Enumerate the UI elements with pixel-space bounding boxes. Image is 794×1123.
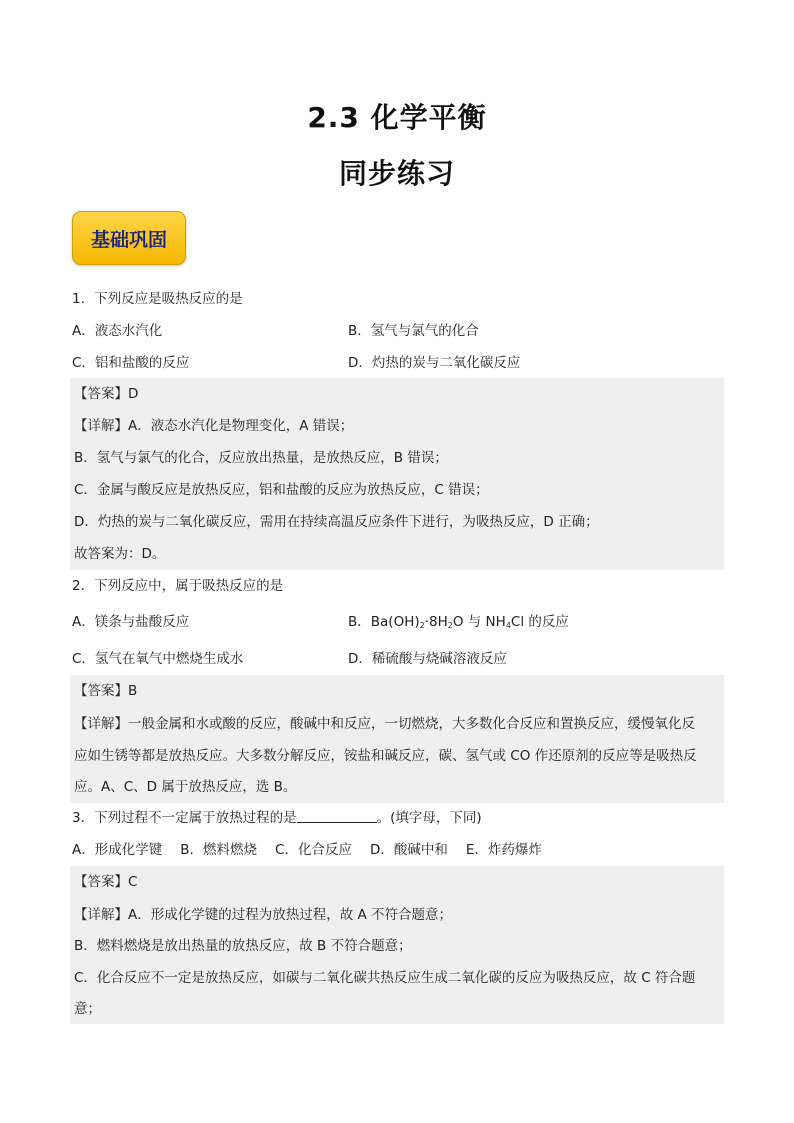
question-2-stem: 2．下列反应中，属于吸热反应的是 [72, 578, 284, 594]
question-2-option-c: C．氢气在氧气中燃烧生成水 [72, 651, 244, 667]
question-1-detail-line: D．灼热的炭与二氧化碳反应，需用在持续高温反应条件下进行，为吸热反应，D 正确； [74, 514, 599, 530]
page-title: 2.3 化学平衡 [307, 101, 487, 134]
page-subtitle: 同步练习 [338, 157, 455, 190]
question-1-option-d: D．灼热的炭与二氧化碳反应 [348, 355, 521, 371]
question-3-option-b: B．燃料燃烧 [180, 842, 258, 858]
section-badge [72, 211, 186, 265]
question-3-detail-line: C．化合反应不一定是放热反应，如碳与二氧化碳共热反应生成二氧化碳的反应为吸热反应，故 C 符合题 [74, 970, 696, 986]
question-3-option-c: C．化合反应 [275, 842, 352, 858]
question-3-detail-line: 【详解】A．形成化学键的过程为放热过程，故 A 不符合题意； [74, 907, 453, 923]
question-1-option-c: C．铝和盐酸的反应 [72, 355, 190, 371]
question-3-detail-line: B．燃料燃烧是放出热量的放热反应，故 B 不符合题意； [74, 938, 412, 954]
section-badge-label: 基础巩固 [90, 228, 167, 251]
question-3-detail-line: 意； [74, 1001, 101, 1017]
question-3-answer: 【答案】C [74, 874, 138, 890]
question-1-option-b: B．氢气与氯气的化合 [348, 323, 479, 339]
question-2-option-b: B．$Ba(OH)_2\cdot 8H_2O$ 与 $NH_4Cl$ 的反应 [348, 614, 569, 630]
question-1-answer: 【答案】D [74, 386, 139, 402]
question-2-option-d: D．稀硫酸与烧碱溶液反应 [348, 651, 507, 667]
question-2-detail-line: 【详解】一般金属和水或酸的反应，酸碱中和反应，一切燃烧，大多数化合反应和置换反应，缓慢氧化反 [74, 716, 695, 732]
answer-blank [297, 808, 377, 823]
question-1-detail-line: C．金属与酸反应是放热反应，铝和盐酸的反应为放热反应，C 错误； [74, 482, 489, 498]
question-3-options [72, 840, 560, 860]
question-2-detail-line: 应。A、C、D 属于放热反应，选 B。 [74, 779, 297, 795]
question-3-stem: 3．下列过程不一定属于放热过程的是 。(填字母，下同) [72, 810, 482, 826]
question-2-answer-block [70, 675, 724, 803]
question-3-option-a: A．形成化学键 [72, 842, 163, 858]
question-2-option-a: A．镁条与盐酸反应 [72, 614, 190, 630]
question-1-stem: 1．下列反应是吸热反应的是 [72, 291, 243, 307]
question-2-answer: 【答案】B [74, 683, 138, 699]
question-1-answer-block [70, 378, 724, 570]
question-3-option-d: D．酸碱中和 [369, 842, 448, 858]
question-2-detail-line: 应如生锈等都是放热反应。大多数分解反应，铵盐和碱反应，碳、氢气或 CO 作还原剂的反应等是吸热反 [74, 748, 697, 764]
question-3-answer-block [70, 866, 724, 1024]
question-1-detail-line: 【详解】A．液态水汽化是物理变化，A 错误； [74, 418, 354, 434]
question-1-option-a: A．液态水汽化 [72, 323, 163, 339]
question-1-detail-line: B．氢气与氯气的化合，反应放出热量，是放热反应，B 错误； [74, 450, 448, 466]
question-1-detail-line: 故答案为：D。 [74, 546, 166, 562]
question-3-option-e: E．炸药爆炸 [465, 842, 542, 858]
